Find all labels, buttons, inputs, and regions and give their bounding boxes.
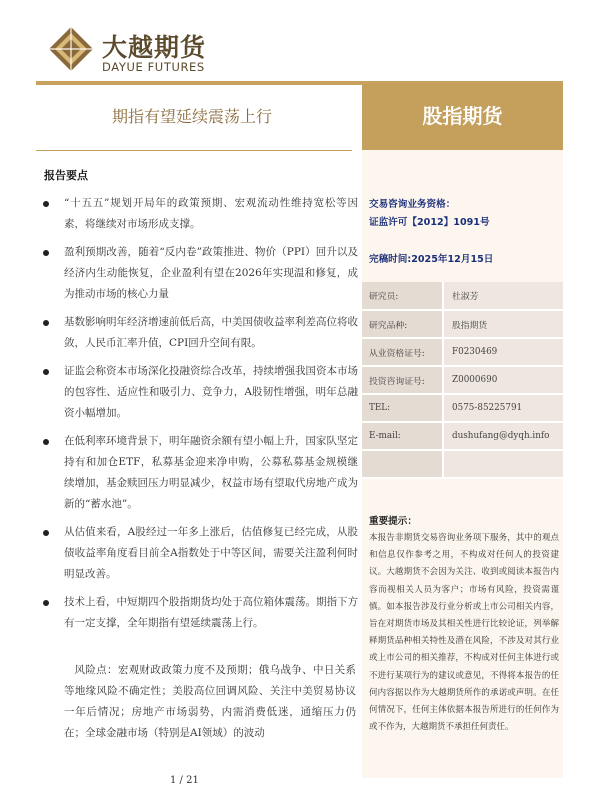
- qualification-label: 交易咨询业务资格：: [369, 199, 456, 210]
- info-label: 投资咨询证号:: [362, 366, 443, 394]
- report-title: 期指有望延续震荡上行: [111, 107, 272, 126]
- info-value: F0230469: [443, 338, 563, 366]
- completion-date: 完稿时间:2025年12月15日: [369, 254, 494, 265]
- summary-bullet-list: [40, 193, 358, 641]
- risk-paragraph: 风险点：宏观财政政策力度不及预期；俄乌战争、中日关系等地缘风险不确定性；美股高位回调风险、关注中美贸易协议一年后情况；房地产市场弱势，内需消费低迷，通缩压力仍在；全球金融市场（特别是AI领域）的波动: [64, 664, 356, 739]
- summary-bullet-text: 从估值来看，A股经过一年多上涨后，估值修复已经完成，从股债收益率角度看目前全A指数处于中等区间，需要关注盈利何时明显改善。: [64, 526, 358, 580]
- summary-bullet: [40, 312, 358, 354]
- bullet-dot-icon: [43, 320, 49, 326]
- info-label: 研究品种:: [362, 310, 443, 338]
- bullet-dot-icon: [43, 439, 49, 445]
- notice-body: 本报告非期货交易咨询业务项下服务，其中的观点和信息仅作参考之用，不构成对任何人的投资建议。大越期货不会因为关注、收到或阅读本报告内容而视相关人员为客户；市场有风险，投资需谨慎。如本报告涉及行业分析或上市公司相关内容，旨在对期货市场及其相关性进行比较论证，列举解释期货品种相关特性及潜在风险，不涉及对其行业或上市公司的相关推荐，不构成对任何主体进行或不进行某项行为的建议或意见，不得将本报告的任何内容据以作为大越期货所作的承诺或声明。在任何情况下，任何主体依据本报告所进行的任何作为或不作为，大越期货不承担任何责任。: [369, 533, 559, 733]
- page-number: 1 / 21: [170, 775, 199, 786]
- summary-bullet-text: 证监会称资本市场深化投融资综合改革，持续增强我国资本市场的包容性、适应性和吸引力、竞争力，A股韧性增强，明年总融资小幅增加。: [64, 365, 358, 419]
- summary-bullet-text: 在低利率环境背景下，明年融资余额有望小幅上升，国家队坚定持有和加仓ETF，私募基金迎来净申购，公募私募基金规模继续增加，基金赎回压力明显减少，权益市场有望取代房地产成为新的“蓄水池”。: [64, 435, 358, 510]
- summary-bullet-text: 技术上看，中短期四个股指期货均处于高位箱体震荡。期指下方有一定支撑，全年期指有望延续震荡上行。: [64, 596, 358, 629]
- info-value: Z0000690: [443, 366, 563, 394]
- bullet-dot-icon: [43, 201, 49, 207]
- brand-name-en: DAYUE FUTURES: [102, 60, 205, 74]
- summary-bullet: [40, 193, 358, 235]
- bullet-dot-icon: [43, 369, 49, 375]
- info-label: [362, 450, 443, 478]
- info-label: 从业资格证号:: [362, 338, 443, 366]
- analyst-info-table: [362, 282, 563, 479]
- logo-diamond-icon: [48, 26, 94, 72]
- info-row: [362, 366, 563, 394]
- qualification-value: 证监许可【2012】1091号: [369, 217, 490, 228]
- info-row: [362, 422, 563, 450]
- info-label: 研究员:: [362, 282, 443, 310]
- summary-bullet: [40, 361, 358, 424]
- summary-bullet-text: 盈利预期改善，随着“反内卷”政策推进、物价（PPI）回升以及经济内生动能恢复，企业盈利有望在2026年实现温和修复，成为推动市场的核心力量: [64, 246, 358, 300]
- info-value: 股指期货: [443, 310, 563, 338]
- summary-bullet: [40, 592, 358, 634]
- bullet-dot-icon: [43, 250, 49, 256]
- info-row: [362, 394, 563, 422]
- summary-bullet: [40, 431, 358, 515]
- info-row: [362, 450, 563, 478]
- info-label: E-mail:: [362, 422, 443, 450]
- bullet-dot-icon: [43, 530, 49, 536]
- summary-bullet-text: 基数影响明年经济增速前低后高，中美国债收益率利差高位将收敛，人民币汇率升值，CPI回升空间有限。: [64, 316, 358, 349]
- category-label: 股指期货: [422, 104, 503, 128]
- title-divider: [36, 150, 352, 151]
- info-label: TEL:: [362, 394, 443, 422]
- brand-name-cn: 大越期货: [102, 33, 207, 62]
- brand-logo: [48, 26, 218, 78]
- summary-bullet-text: “十五五”规划开局年的政策预期、宏观流动性维持宽松等因素，将继续对市场形成支撑。: [64, 197, 358, 230]
- summary-bullet: [40, 242, 358, 305]
- info-value: 0575-85225791: [443, 394, 563, 422]
- summary-bullet: [40, 522, 358, 585]
- info-value: dushufang@dyqh.info: [443, 422, 563, 450]
- info-value: 杜淑芳: [443, 282, 563, 310]
- info-row: [362, 338, 563, 366]
- info-row: [362, 282, 563, 310]
- info-row: [362, 310, 563, 338]
- summary-heading: 报告要点: [44, 169, 88, 182]
- qualification-block: [369, 196, 490, 232]
- notice-heading: 重要提示：: [369, 516, 417, 527]
- bullet-dot-icon: [43, 600, 49, 606]
- info-value: [443, 450, 563, 478]
